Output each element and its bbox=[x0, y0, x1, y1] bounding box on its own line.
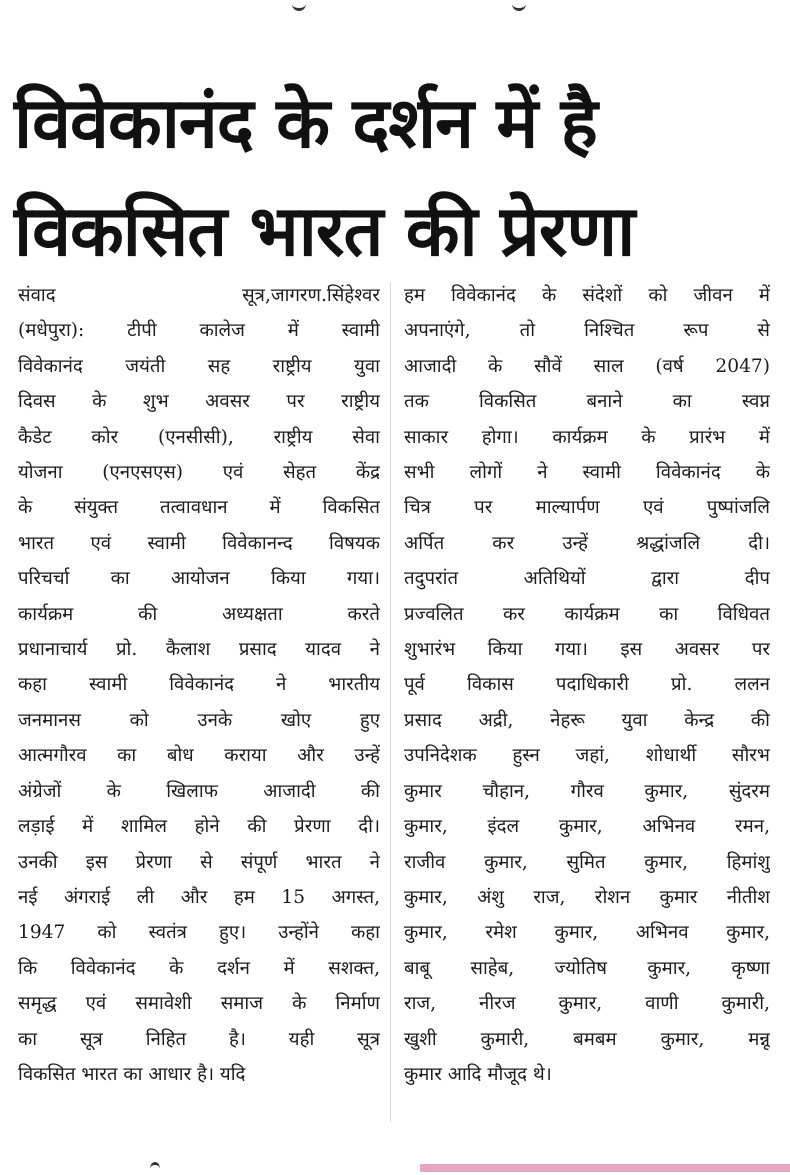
article-line: के संयुक्त तत्वावधान में विकसित bbox=[18, 497, 380, 519]
article-line: (मधेपुरा): टीपी कालेज में स्वामी bbox=[18, 320, 380, 342]
clipped-next-glyph bbox=[150, 1162, 160, 1175]
article-line: शुभारंभ किया गया। इस अवसर पर bbox=[404, 639, 770, 661]
article-line: प्रधानाचार्य प्रो. कैलाश प्रसाद यादव ने bbox=[18, 639, 380, 661]
headline bbox=[14, 69, 784, 285]
article-line: कुमार, रमेश कुमार, अभिनव कुमार, bbox=[404, 922, 770, 944]
column-divider bbox=[390, 282, 391, 1122]
headline-line-2: विकसित भारत की प्रेरणा bbox=[14, 189, 635, 272]
article-line: समृद्ध एवं समावेशी समाज के निर्माण bbox=[18, 993, 380, 1015]
article-line: अपनाएंगे, तो निश्चित रूप से bbox=[404, 320, 770, 342]
article-line: जनमानस को उनके खोए हुए bbox=[18, 709, 380, 731]
article-line: कार्यक्रम की अध्यक्षता करते bbox=[18, 603, 380, 625]
article-line: चित्र पर माल्यार्पण एवं पुष्पांजलि bbox=[404, 497, 770, 519]
article-line: राजीव कुमार, सुमित कुमार, हिमांशु bbox=[404, 851, 770, 873]
clipped-glyph bbox=[292, 0, 306, 11]
article-line: योजना (एनएसएस) एवं सेहत केंद्र bbox=[18, 462, 380, 484]
article-line: बाबू साहेब, ज्योतिष कुमार, कृष्णा bbox=[404, 957, 770, 979]
article-line: का सूत्र निहित है। यही सूत्र bbox=[18, 1028, 380, 1050]
article-line: आजादी के सौवें साल (वर्ष 2047) bbox=[404, 355, 770, 377]
article-line: प्रज्वलित कर कार्यक्रम का विधिवत bbox=[404, 603, 770, 625]
article-line: पूर्व विकास पदाधिकारी प्रो. ललन bbox=[404, 674, 770, 696]
article-line: विवेकानंद जयंती सह राष्ट्रीय युवा bbox=[18, 355, 380, 377]
clipped-glyph bbox=[512, 0, 526, 11]
article-line: कि विवेकानंद के दर्शन में सशक्त, bbox=[18, 957, 380, 979]
article-line: तदुपरांत अतिथियों द्वारा दीप bbox=[404, 568, 770, 590]
dateline-source: संवाद bbox=[18, 285, 56, 306]
article-line: साकार होगा। कार्यक्रम के प्रारंभ में bbox=[404, 426, 770, 448]
article-line: उपनिदेशक हुस्न जहां, शोधार्थी सौरभ bbox=[404, 745, 770, 767]
article-line: अंग्रेजों के खिलाफ आजादी की bbox=[18, 780, 380, 802]
article-left-column bbox=[18, 278, 380, 1092]
article-line: कुमार, इंदल कुमार, अभिनव रमन, bbox=[404, 816, 770, 838]
article-line: उनकी इस प्रेरणा से संपूर्ण भारत ने bbox=[18, 851, 380, 873]
dateline bbox=[18, 278, 380, 313]
article-line: अर्पित कर उन्हें श्रद्धांजलि दी। bbox=[404, 532, 770, 554]
article-line: प्रसाद अद्री, नेहरू युवा केन्द्र की bbox=[404, 709, 770, 731]
article-line: तक विकसित बनाने का स्वप्न bbox=[404, 391, 770, 413]
article-line: कुमार चौहान, गौरव कुमार, सुंदरम bbox=[404, 780, 770, 802]
article-line: विकसित भारत का आधार है। यदि bbox=[18, 1063, 246, 1085]
article-line: भारत एवं स्वामी विवेकानन्द विषयक bbox=[18, 532, 380, 554]
article-line: आत्मगौरव का बोध कराया और उन्हें bbox=[18, 745, 380, 767]
article-line: दिवस के शुभ अवसर पर राष्ट्रीय bbox=[18, 391, 380, 413]
article-line: कहा स्वामी विवेकानंद ने भारतीय bbox=[18, 674, 380, 696]
article-line: कुमार, अंशु राज, रोशन कुमार नीतीश bbox=[404, 886, 770, 908]
pink-strip bbox=[420, 1164, 790, 1172]
article-line: हम विवेकानंद के संदेशों को जीवन में bbox=[404, 285, 770, 306]
article-line: कुमार आदि मौजूद थे। bbox=[404, 1063, 552, 1085]
article-right-column bbox=[404, 278, 770, 1092]
article-line: सभी लोगों ने स्वामी विवेकानंद के bbox=[404, 462, 770, 484]
dateline-place: सूत्र,जागरण.सिंहेश्वर bbox=[242, 285, 380, 306]
article-line: नई अंगराई ली और हम 15 अगस्त, bbox=[18, 886, 380, 908]
headline-line-1: विवेकानंद के दर्शन में है bbox=[14, 81, 597, 164]
article-line: राज, नीरज कुमार, वाणी कुमारी, bbox=[404, 993, 770, 1015]
clipped-previous-text bbox=[0, 0, 790, 22]
article-line: 1947 को स्वतंत्र हुए। उन्होंने कहा bbox=[18, 922, 380, 944]
article-line: खुशी कुमारी, बमबम कुमार, मन्नू bbox=[404, 1028, 770, 1050]
article-line: लड़ाई में शामिल होने की प्रेरणा दी। bbox=[18, 816, 380, 838]
article-line: परिचर्चा का आयोजन किया गया। bbox=[18, 568, 380, 590]
article-line: कैडेट कोर (एनसीसी), राष्ट्रीय सेवा bbox=[18, 426, 380, 448]
